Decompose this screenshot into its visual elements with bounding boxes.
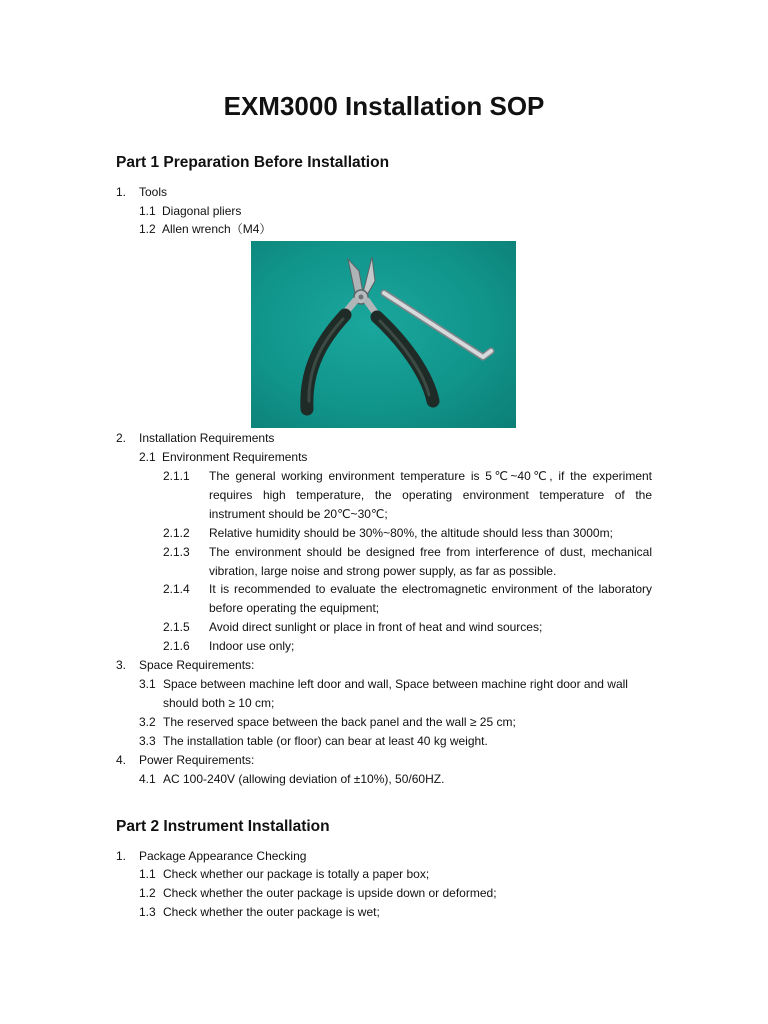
env-item-text: Relative humidity should be 30%~80%, the altitude should less than 3000m; xyxy=(209,526,613,540)
env-item-number: 2.1.3 xyxy=(163,545,190,559)
tool-item-number: 1.1 xyxy=(139,204,156,218)
env-item-text: The environment should be designed free from interference of dust, mechanical vibration, large noise and strong power supply, as far as possible. xyxy=(209,545,652,578)
space-req-label: Space Requirements: xyxy=(139,658,255,672)
tool-item-text: Diagonal pliers xyxy=(162,204,242,218)
env-req-label: Environment Requirements xyxy=(162,450,308,464)
space-item-text: The reserved space between the back panel and the wall ≥ 25 cm; xyxy=(163,715,516,729)
space-item-text: The installation table (or floor) can bear at least 40 kg weight. xyxy=(163,734,488,748)
install-req-label: Installation Requirements xyxy=(139,431,275,445)
env-item-text: The general working environment temperature is 5℃~40℃, if the experiment requires high temperature, the operating environment temperature of the instrument should be 20℃~30℃; xyxy=(209,469,652,521)
package-item-number: 1.3 xyxy=(139,905,156,919)
package-item-text: Check whether the outer package is upside down or deformed; xyxy=(163,886,497,900)
env-item-number: 2.1.4 xyxy=(163,582,190,596)
package-label: Package Appearance Checking xyxy=(139,849,307,863)
install-req-number: 2. xyxy=(116,431,127,445)
tools-photo xyxy=(251,241,516,428)
space-item-number: 3.1 xyxy=(139,677,156,691)
document-title: EXM3000 Installation SOP xyxy=(223,91,545,121)
tools-label: Tools xyxy=(139,185,168,199)
power-req-label: Power Requirements: xyxy=(139,753,255,767)
env-req-number: 2.1 xyxy=(139,450,156,464)
env-item-text: Avoid direct sunlight or place in front of heat and wind sources; xyxy=(209,620,543,634)
package-item-text: Check whether our package is totally a paper box; xyxy=(163,867,430,881)
env-item-text: Indoor use only; xyxy=(209,639,295,653)
package-item-number: 1.1 xyxy=(139,867,156,881)
env-item-number: 2.1.2 xyxy=(163,526,190,540)
space-item-text: Space between machine left door and wall, Space between machine right door and wall should both ≥ 10 cm; xyxy=(163,677,628,710)
tool-item-text: Allen wrench（M4） xyxy=(162,222,272,236)
space-item-number: 3.3 xyxy=(139,734,156,748)
env-item-number: 2.1.1 xyxy=(163,469,190,483)
package-item-text: Check whether the outer package is wet; xyxy=(163,905,380,919)
part2-heading: Part 2 Instrument Installation xyxy=(116,818,330,835)
power-item-text: AC 100-240V (allowing deviation of ±10%), 50/60HZ. xyxy=(163,772,445,786)
package-number: 1. xyxy=(116,849,127,863)
env-item-number: 2.1.6 xyxy=(163,639,190,653)
space-req-number: 3. xyxy=(116,658,127,672)
power-req-number: 4. xyxy=(116,753,127,767)
power-item-number: 4.1 xyxy=(139,772,156,786)
space-item-number: 3.2 xyxy=(139,715,156,729)
env-item-number: 2.1.5 xyxy=(163,620,190,634)
part1-heading: Part 1 Preparation Before Installation xyxy=(116,154,390,171)
tool-item-number: 1.2 xyxy=(139,222,156,236)
package-item-number: 1.2 xyxy=(139,886,156,900)
tools-number: 1. xyxy=(116,185,127,199)
pliers-and-allen-wrench-icon xyxy=(251,241,516,428)
env-item-text: It is recommended to evaluate the electromagnetic environment of the laboratory before operating the equipment; xyxy=(209,582,652,615)
